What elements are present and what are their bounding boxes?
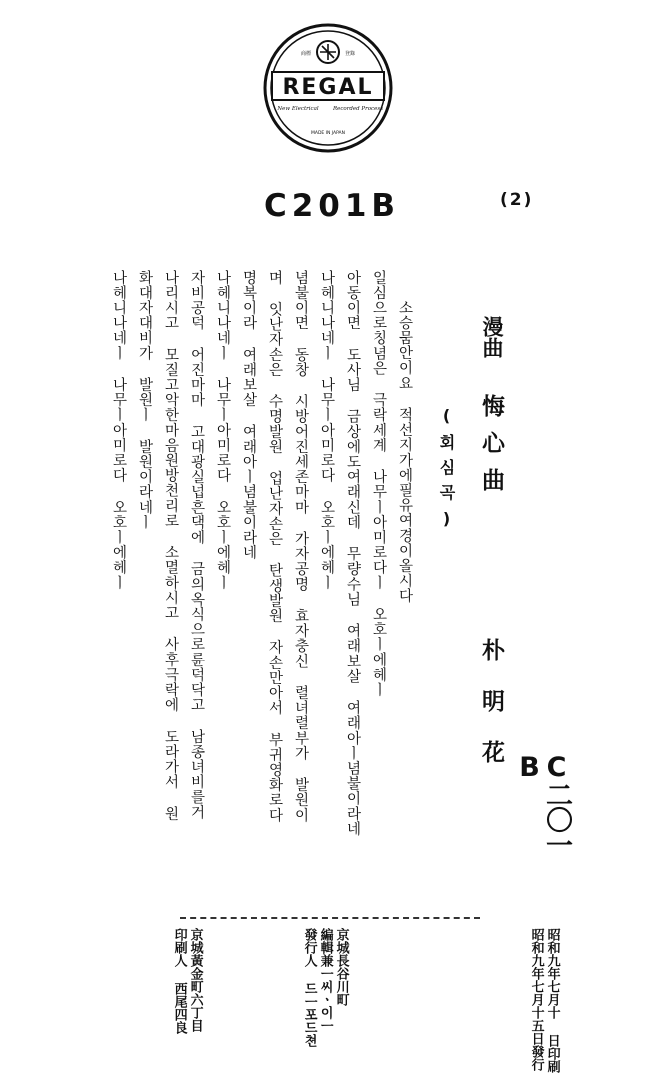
logo-bottom-small-text: MADE IN JAPAN — [310, 131, 346, 136]
lyric-line-11: 화대자대비가 발원ㅣ 발원이라네ㅣ — [136, 270, 153, 530]
logo-left-small-text: New Electrical — [277, 106, 319, 112]
logo-brand-text: REGAL — [282, 75, 374, 100]
catalog-number: C201B — [263, 188, 401, 224]
lyric-line-9: 자비공덕 어진마마 고대광실넙흔댁에 금의옥식으로륜덕닥고 남종녀비를거 — [188, 270, 205, 820]
lyric-line-4: 나헤니나네ㅣ 나무ㅣ아미로다 오호ㅣ에헤ㅣ — [318, 270, 335, 591]
regal-logo — [262, 22, 394, 154]
lyric-line-3: 아동이면 도사님 금상에도여래신데 무량수님 여래보살 여래아ㅣ념불이라네 — [344, 270, 361, 837]
colophon-print-date: 昭和九年七月十 日印刷 — [544, 928, 560, 1073]
lyric-line-2: 일심으로칭념은 극락세계 나무ㅣ아미로다ㅣ 오호ㅣ에헤ㅣ — [370, 270, 387, 698]
lyric-line-5: 념불이면 동창 시방어진세존마마 가자공명 효자충신 렬녀렬부가 발원이 — [292, 270, 309, 823]
vertical-catalog-number: C二〇一B — [514, 752, 572, 856]
song-title: 悔心曲 — [478, 394, 505, 505]
logo-right-small-text: Recorded Process — [332, 106, 384, 112]
colophon-printer-address: 京城黃金町六丁目 — [187, 928, 203, 1032]
lyric-line-10: 나리시고 모질고악한마음원방천리로 소멸하시고 사후극락에 도라가서 원 — [162, 270, 179, 822]
lyric-line-8: 나헤니나네ㅣ 나무ㅣ아미로다 오호ㅣ에헤ㅣ — [214, 270, 231, 591]
colophon-divider — [180, 917, 480, 919]
colophon-printer: 印刷人 西尾四良 — [171, 928, 187, 1034]
song-genre: 漫曲 — [480, 316, 505, 358]
colophon-publisher: 發行人 드ㅡ포드쳔 — [301, 928, 317, 1047]
side-number: (2) — [500, 190, 534, 210]
logo-top-left-text: 商標 — [300, 51, 312, 57]
regal-logo-graphic — [262, 22, 394, 154]
song-author: 朴明花 — [478, 638, 505, 791]
lyric-line-12: 나헤니나네ㅣ 나무ㅣ아미로다 오호ㅣ에헤ㅣ — [110, 270, 127, 591]
colophon-address: 京城長谷川町 — [333, 928, 349, 1006]
song-title-reading: (회심곡) — [437, 406, 456, 537]
colophon-editor: 編輯兼ㅡ씨ㆍ이ㅡ — [317, 928, 333, 1032]
lyric-line-6: 며 잇난자손은 수명발원 업난자손은 탄생발원 자손만아서 부귀영화로다 — [266, 270, 283, 823]
logo-top-right-text: 登錄 — [344, 51, 356, 57]
colophon-issue-date: 昭和九年七月十五日發行 — [528, 928, 544, 1071]
lyric-line-1: 소승뭄안이요 적선지가에필유여경이올시다 — [396, 300, 413, 604]
lyric-line-7: 명복이라 여래보살 여래아ㅣ념불이라네 — [240, 270, 257, 560]
